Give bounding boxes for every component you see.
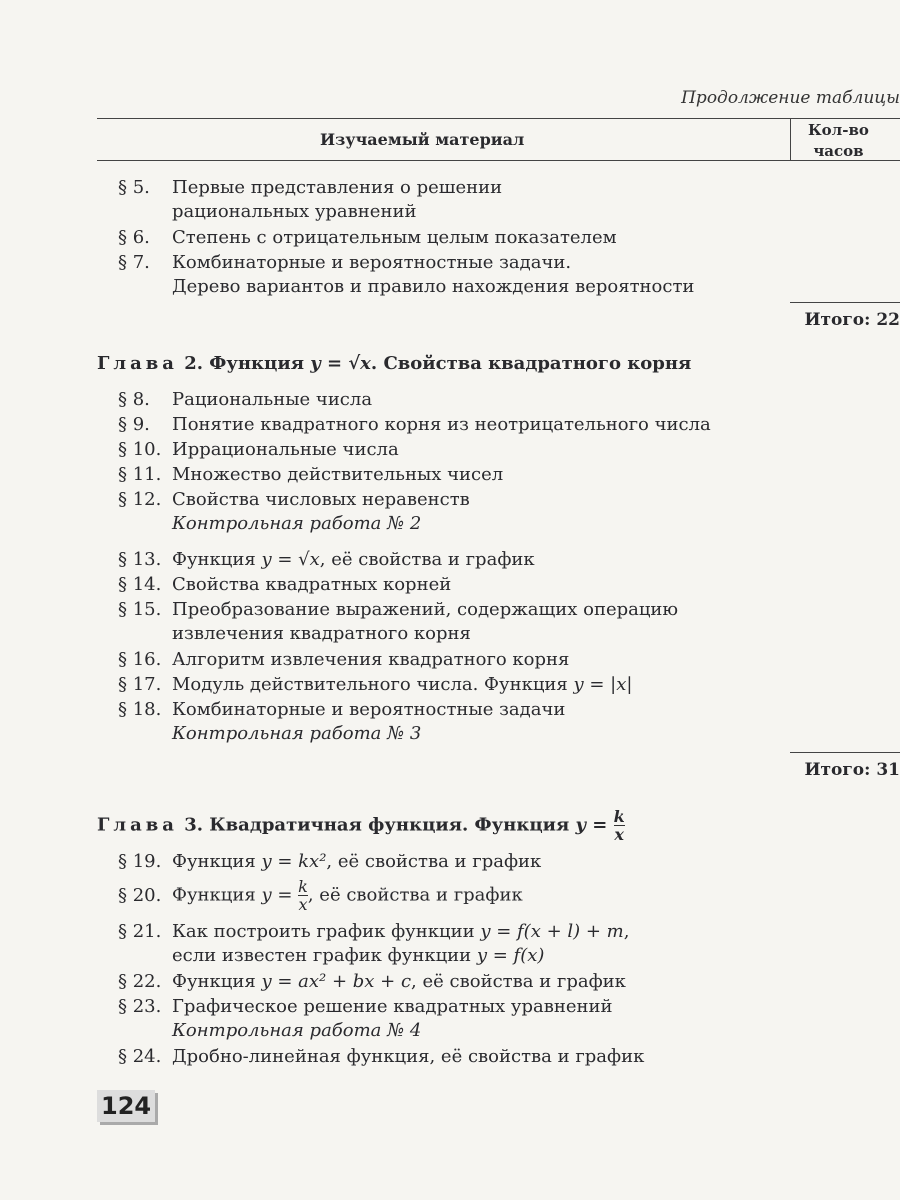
header-hours-line1: Кол-во — [808, 121, 869, 139]
section-number: § 14. — [118, 574, 162, 595]
table-header-rule — [97, 160, 900, 161]
header-material: Изучаемый материал — [320, 130, 525, 149]
chapter-heading — [97, 808, 625, 843]
section-number: § 19. — [118, 851, 162, 872]
lesson-line — [118, 226, 617, 250]
formula: y = — [261, 884, 299, 906]
section-number: § 18. — [118, 699, 162, 720]
test-label: Контрольная работа № 4 — [172, 1020, 422, 1041]
section-number: § 17. — [118, 674, 162, 695]
text: Степень с отрицательным целым показателем — [172, 227, 617, 248]
lesson-line — [118, 1019, 613, 1043]
numerator: k — [298, 877, 308, 896]
denominator: x — [614, 825, 624, 844]
denominator: x — [298, 895, 308, 914]
lesson-line — [118, 548, 535, 572]
text: Графическое решение квадратных уравнений — [172, 996, 613, 1017]
text: , её свойства и график — [326, 851, 542, 872]
lesson-item — [118, 970, 626, 994]
text: Рациональные числа — [172, 389, 373, 410]
text: Дерево вариантов и правило нахождения вероятности — [172, 276, 695, 297]
total-rule — [790, 752, 900, 753]
lesson-line — [118, 722, 565, 746]
lesson-item — [118, 388, 372, 412]
section-number: § 21. — [118, 921, 162, 942]
lesson-line — [118, 463, 503, 487]
test-label: Контрольная работа № 3 — [172, 723, 422, 744]
text: , её свойства и график — [319, 549, 535, 570]
lesson-line — [118, 200, 502, 224]
section-number: § 12. — [118, 489, 162, 510]
text: Функция — [172, 971, 262, 992]
lesson-line — [118, 1045, 644, 1069]
text: 2. Функция — [177, 353, 311, 374]
lesson-line — [118, 488, 470, 512]
text: Как построить график функции — [172, 921, 481, 942]
text: Функция — [172, 851, 262, 872]
lesson-item — [118, 226, 617, 250]
fraction — [614, 808, 625, 843]
column-divider — [790, 118, 791, 160]
text: Функция — [172, 549, 262, 570]
lesson-item — [118, 850, 541, 874]
section-number: § 20. — [118, 884, 162, 906]
text: Модуль действительного числа. Функция — [172, 674, 574, 695]
text: Комбинаторные и вероятностные задачи. — [172, 252, 572, 273]
text: Свойства числовых неравенств — [172, 489, 470, 510]
lesson-item — [118, 573, 451, 597]
formula: y = |x| — [573, 674, 633, 695]
header-hours — [808, 120, 869, 162]
text: если известен график функции — [172, 945, 477, 966]
text: , — [623, 921, 630, 942]
formula: y = ax² + bx + c — [261, 971, 412, 992]
lesson-line — [118, 176, 502, 200]
text: рациональных уравнений — [172, 201, 417, 222]
section-number: § 24. — [118, 1046, 162, 1067]
test-label: Контрольная работа № 2 — [172, 513, 422, 534]
numerator: k — [613, 807, 625, 826]
text: извлечения квадратного корня — [172, 623, 471, 644]
lesson-item — [118, 995, 613, 1043]
lesson-line — [118, 512, 470, 536]
section-number: § 22. — [118, 971, 162, 992]
lesson-line — [118, 944, 629, 968]
lesson-line — [118, 388, 372, 412]
lesson-item — [118, 1045, 644, 1069]
text: Свойства квадратных корней — [172, 574, 452, 595]
lesson-item — [118, 920, 629, 968]
header-hours-line2: часов — [813, 142, 864, 160]
formula: y = f(x + l) + m — [480, 921, 624, 942]
section-number: § 5. — [118, 177, 150, 198]
section-number: § 6. — [118, 227, 150, 248]
section-number: § 23. — [118, 996, 162, 1017]
lesson-item — [118, 698, 565, 746]
text: , её свойства и график — [411, 971, 626, 992]
lesson-line — [118, 850, 541, 874]
table-top-rule — [97, 118, 900, 119]
total-rule — [790, 302, 900, 303]
section-number: § 7. — [118, 252, 150, 273]
lesson-line — [118, 622, 678, 646]
section-number: § 15. — [118, 599, 162, 620]
lesson-line — [118, 878, 523, 913]
text: Дробно-линейная функция, её свойства и график — [172, 1046, 645, 1067]
lesson-item — [118, 673, 632, 697]
formula: y = √x — [261, 549, 320, 570]
text: Множество действительных чисел — [172, 464, 504, 485]
text: Понятие квадратного корня из неотрицательного числа — [172, 414, 711, 435]
lesson-item — [118, 648, 569, 672]
lesson-line — [118, 413, 711, 437]
chapter-total: Итого: 22 — [804, 310, 900, 330]
lesson-line — [118, 598, 678, 622]
text: 3. Квадратичная функция. Функция — [177, 814, 576, 836]
chapter-word: Глава — [97, 814, 178, 836]
lesson-line — [118, 970, 626, 994]
lesson-line — [118, 573, 451, 597]
lesson-item — [118, 488, 470, 536]
lesson-item — [118, 176, 502, 224]
formula: y = f(x) — [476, 945, 545, 966]
table-continuation-label: Продолжение таблицы — [681, 88, 900, 108]
lesson-item — [118, 548, 535, 572]
text: Преобразование выражений, содержащих операцию — [172, 599, 679, 620]
chapter-total: Итого: 31 — [804, 760, 900, 780]
lesson-line — [118, 251, 694, 275]
text: Первые представления о решении — [172, 177, 503, 198]
text: Иррациональные числа — [172, 439, 399, 460]
text: . Свойства квадратного корня — [370, 353, 692, 374]
section-number: § 10. — [118, 439, 162, 460]
page-number: 124 — [97, 1090, 155, 1122]
chapter-word: Глава — [97, 353, 178, 374]
fraction — [298, 878, 308, 913]
lesson-line — [118, 673, 632, 697]
lesson-item — [118, 463, 503, 487]
lesson-line — [118, 698, 565, 722]
lesson-item — [118, 438, 399, 462]
text: Комбинаторные и вероятностные задачи — [172, 699, 566, 720]
lesson-item — [118, 251, 694, 299]
lesson-item — [118, 878, 523, 913]
section-number: § 13. — [118, 549, 162, 570]
lesson-line — [118, 275, 694, 299]
section-number: § 11. — [118, 464, 162, 485]
section-number: § 8. — [118, 389, 150, 410]
text: Функция — [172, 884, 262, 906]
lesson-line — [118, 995, 613, 1019]
lesson-item — [118, 598, 678, 646]
chapter-heading — [97, 353, 691, 374]
lesson-item — [118, 413, 711, 437]
lesson-line — [118, 648, 569, 672]
lesson-line — [118, 438, 399, 462]
lesson-line — [118, 920, 629, 944]
text: Алгоритм извлечения квадратного корня — [172, 649, 570, 670]
formula: y = kx² — [261, 851, 327, 872]
text: , её свойства и график — [307, 884, 523, 906]
section-number: § 9. — [118, 414, 150, 435]
section-number: § 16. — [118, 649, 162, 670]
formula: y = — [575, 814, 614, 836]
formula: y = √x — [310, 353, 371, 374]
